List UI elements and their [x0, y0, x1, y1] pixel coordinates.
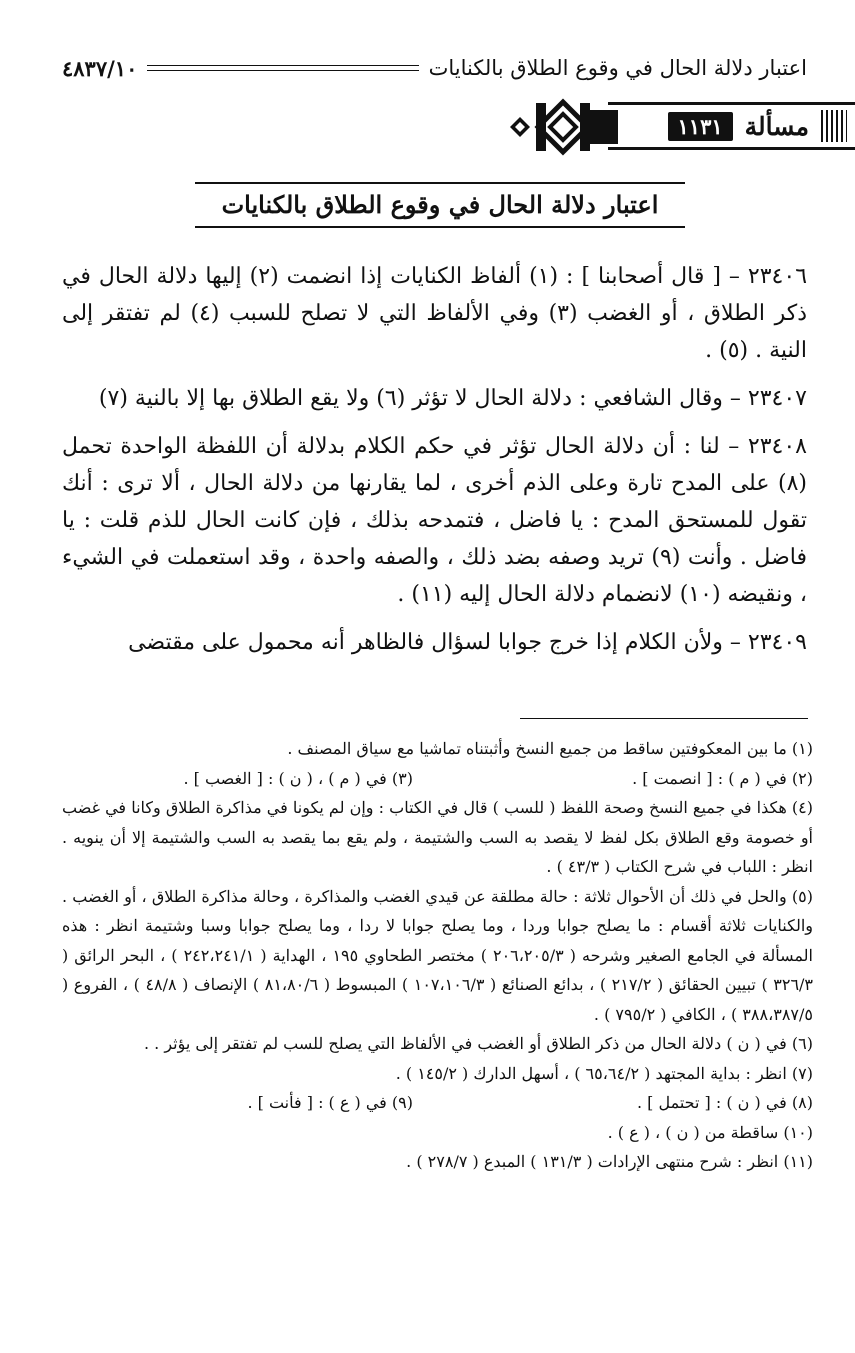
paragraph-23408: ٢٣٤٠٨ – لنا : أن دلالة الحال تؤثر في حكم الكلام بدلالة أن اللفظة الواحدة تحمل (٨) على المدح تارة وعلى الذم أخرى ، لما يقارنها من دلالة الحال ، ألا ترى : أنك تقول للمستحق المدح : يا فاضل ، فتمدحه بذلك ، فإن كانت الحال للذم قلت : يا فاضل . وأنت (٩) تريد وصفه بضد ذلك ، والصفه واحدة ، وقد استعملت في الشيء ، ونقيضه (١٠) لانضمام دلالة الحال إليه (١١) . [62, 434, 807, 607]
footnote-11: (١١) انظر : شرح منتهى الإرادات ( ١٣١/٣ ) المبدع ( ٢٧٨/٧ ) . [406, 1152, 813, 1171]
running-header-title: اعتبار دلالة الحال في وقوع الطلاق بالكنايات [428, 56, 807, 80]
footnote-6: (٦) في ( ن ) دلالة الحال من ذكر الطلاق أو الغضب في الألفاظ التي يصلح للسب لم تفتقر إلى يؤثر . . [143, 1034, 813, 1053]
footnote-10: (١٠) ساقطة من ( ن ) ، ( ع ) . [607, 1122, 813, 1142]
masala-bar [608, 102, 855, 150]
footnote-row-2-3 [62, 764, 813, 794]
chapter-title: اعتبار دلالة الحال في وقوع الطلاق بالكنايات [195, 182, 685, 228]
footnote-4: (٤) هكذا في جميع النسخ وصحة اللفظ ( للسب ) قال في الكتاب : وإن لم يكونا في مذاكرة الطلاق وكانا في غضب أو خصومة وقع الطلاق بكل لفظ لا يقصد به السب والشتيمة ، ولم يقع بما يقصد به السب والشتيمة إلا أن ينويه . انظر : اللباب في شرح الكتاب ( ٤٣/٣ ) . [62, 798, 813, 876]
paragraph-23406: ٢٣٤٠٦ – [ قال أصحابنا ] : (١) ألفاظ الكنايات إذا انضمت (٢) إليها دلالة الحال في ذكر الطلاق ، أو الغضب (٣) وفي الألفاظ التي لا تصلح للسبب (٤) لم تفتقر إلى النية . (٥) . [62, 264, 808, 363]
page-reference: ٤٨٣٧/١٠ [62, 55, 138, 81]
footnote-5: (٥) والحل في ذلك أن الأحوال ثلاثة : حالة مطلقة عن قيدي الغضب والمذاكرة ، وحالة مذاكرة الطلاق ، أو الغضب . والكنايات ثلاثة أقسام : ما يصلح جوابا وردا ، وما يصلح جوابا لا ردا ، وما يصلح جوابا وسبا وشتيمة انظر : هذه المسألة في الجامع الصغير وشرحه ( ٢٠٦،٢٠٥/٣ ) مختصر الطحاوي ١٩٥ ، الهداية ( ٢٤٢،٢٤١/١ ) ، البحر الرائق ( ٣٢٦/٣ ) تبيين الحقائق ( ٢١٧/٢ ) ، بدائع الصنائع ( ١٠٧،١٠٦/٣ ) المبسوط ( ٨١،٨٠/٦ ) الإنصاف ( ٤٨/٨ ) ، الفروع ( ٣٨٨،٣٨٧/٥ ) ، الكافي ( ٧٩٥/٢ ) . [62, 886, 814, 1024]
paragraph-23409: ٢٣٤٠٩ – ولأن الكلام إذا خرج جوابا لسؤال فالظاهر أنه محمول على مقتضى [128, 630, 807, 655]
header-double-rule [147, 65, 418, 71]
masala-number-badge: ١١٣١ [668, 112, 733, 141]
stripes-ornament-icon [821, 110, 847, 142]
paragraph-23407: ٢٣٤٠٧ – وقال الشافعي : دلالة الحال لا تؤثر (٦) ولا يقع الطلاق بها إلا بالنية (٧) [98, 386, 807, 411]
footnote-separator [520, 718, 808, 719]
footnote-2: (٢) في ( م ) : [ انصمت ] . [632, 768, 813, 788]
masala-banner [0, 96, 855, 160]
footnote-9: (٩) في ( ع ) : [ فأنت ] . [247, 1093, 413, 1112]
running-header [62, 50, 807, 86]
footnote-7: (٧) انظر : بداية المجتهد ( ٦٥،٦٤/٢ ) ، أسهل الدارك ( ١٤٥/٢ ) . [395, 1063, 813, 1083]
footnotes [62, 734, 813, 1177]
footnote-3: (٣) في ( م ) ، ( ن ) : [ الغصب ] . [183, 768, 413, 788]
footnote-row-8-9 [62, 1088, 813, 1118]
footnote-1: (١) ما بين المعكوفتين ساقط من جميع النسخ وأثبتناه تماشيا مع سياق المصنف . [287, 739, 813, 758]
masala-label: مسألة [744, 111, 809, 141]
footnote-8: (٨) في ( ن ) : [ تحتمل ] . [636, 1093, 813, 1112]
main-text [62, 258, 807, 672]
ornament-icon [508, 98, 618, 156]
